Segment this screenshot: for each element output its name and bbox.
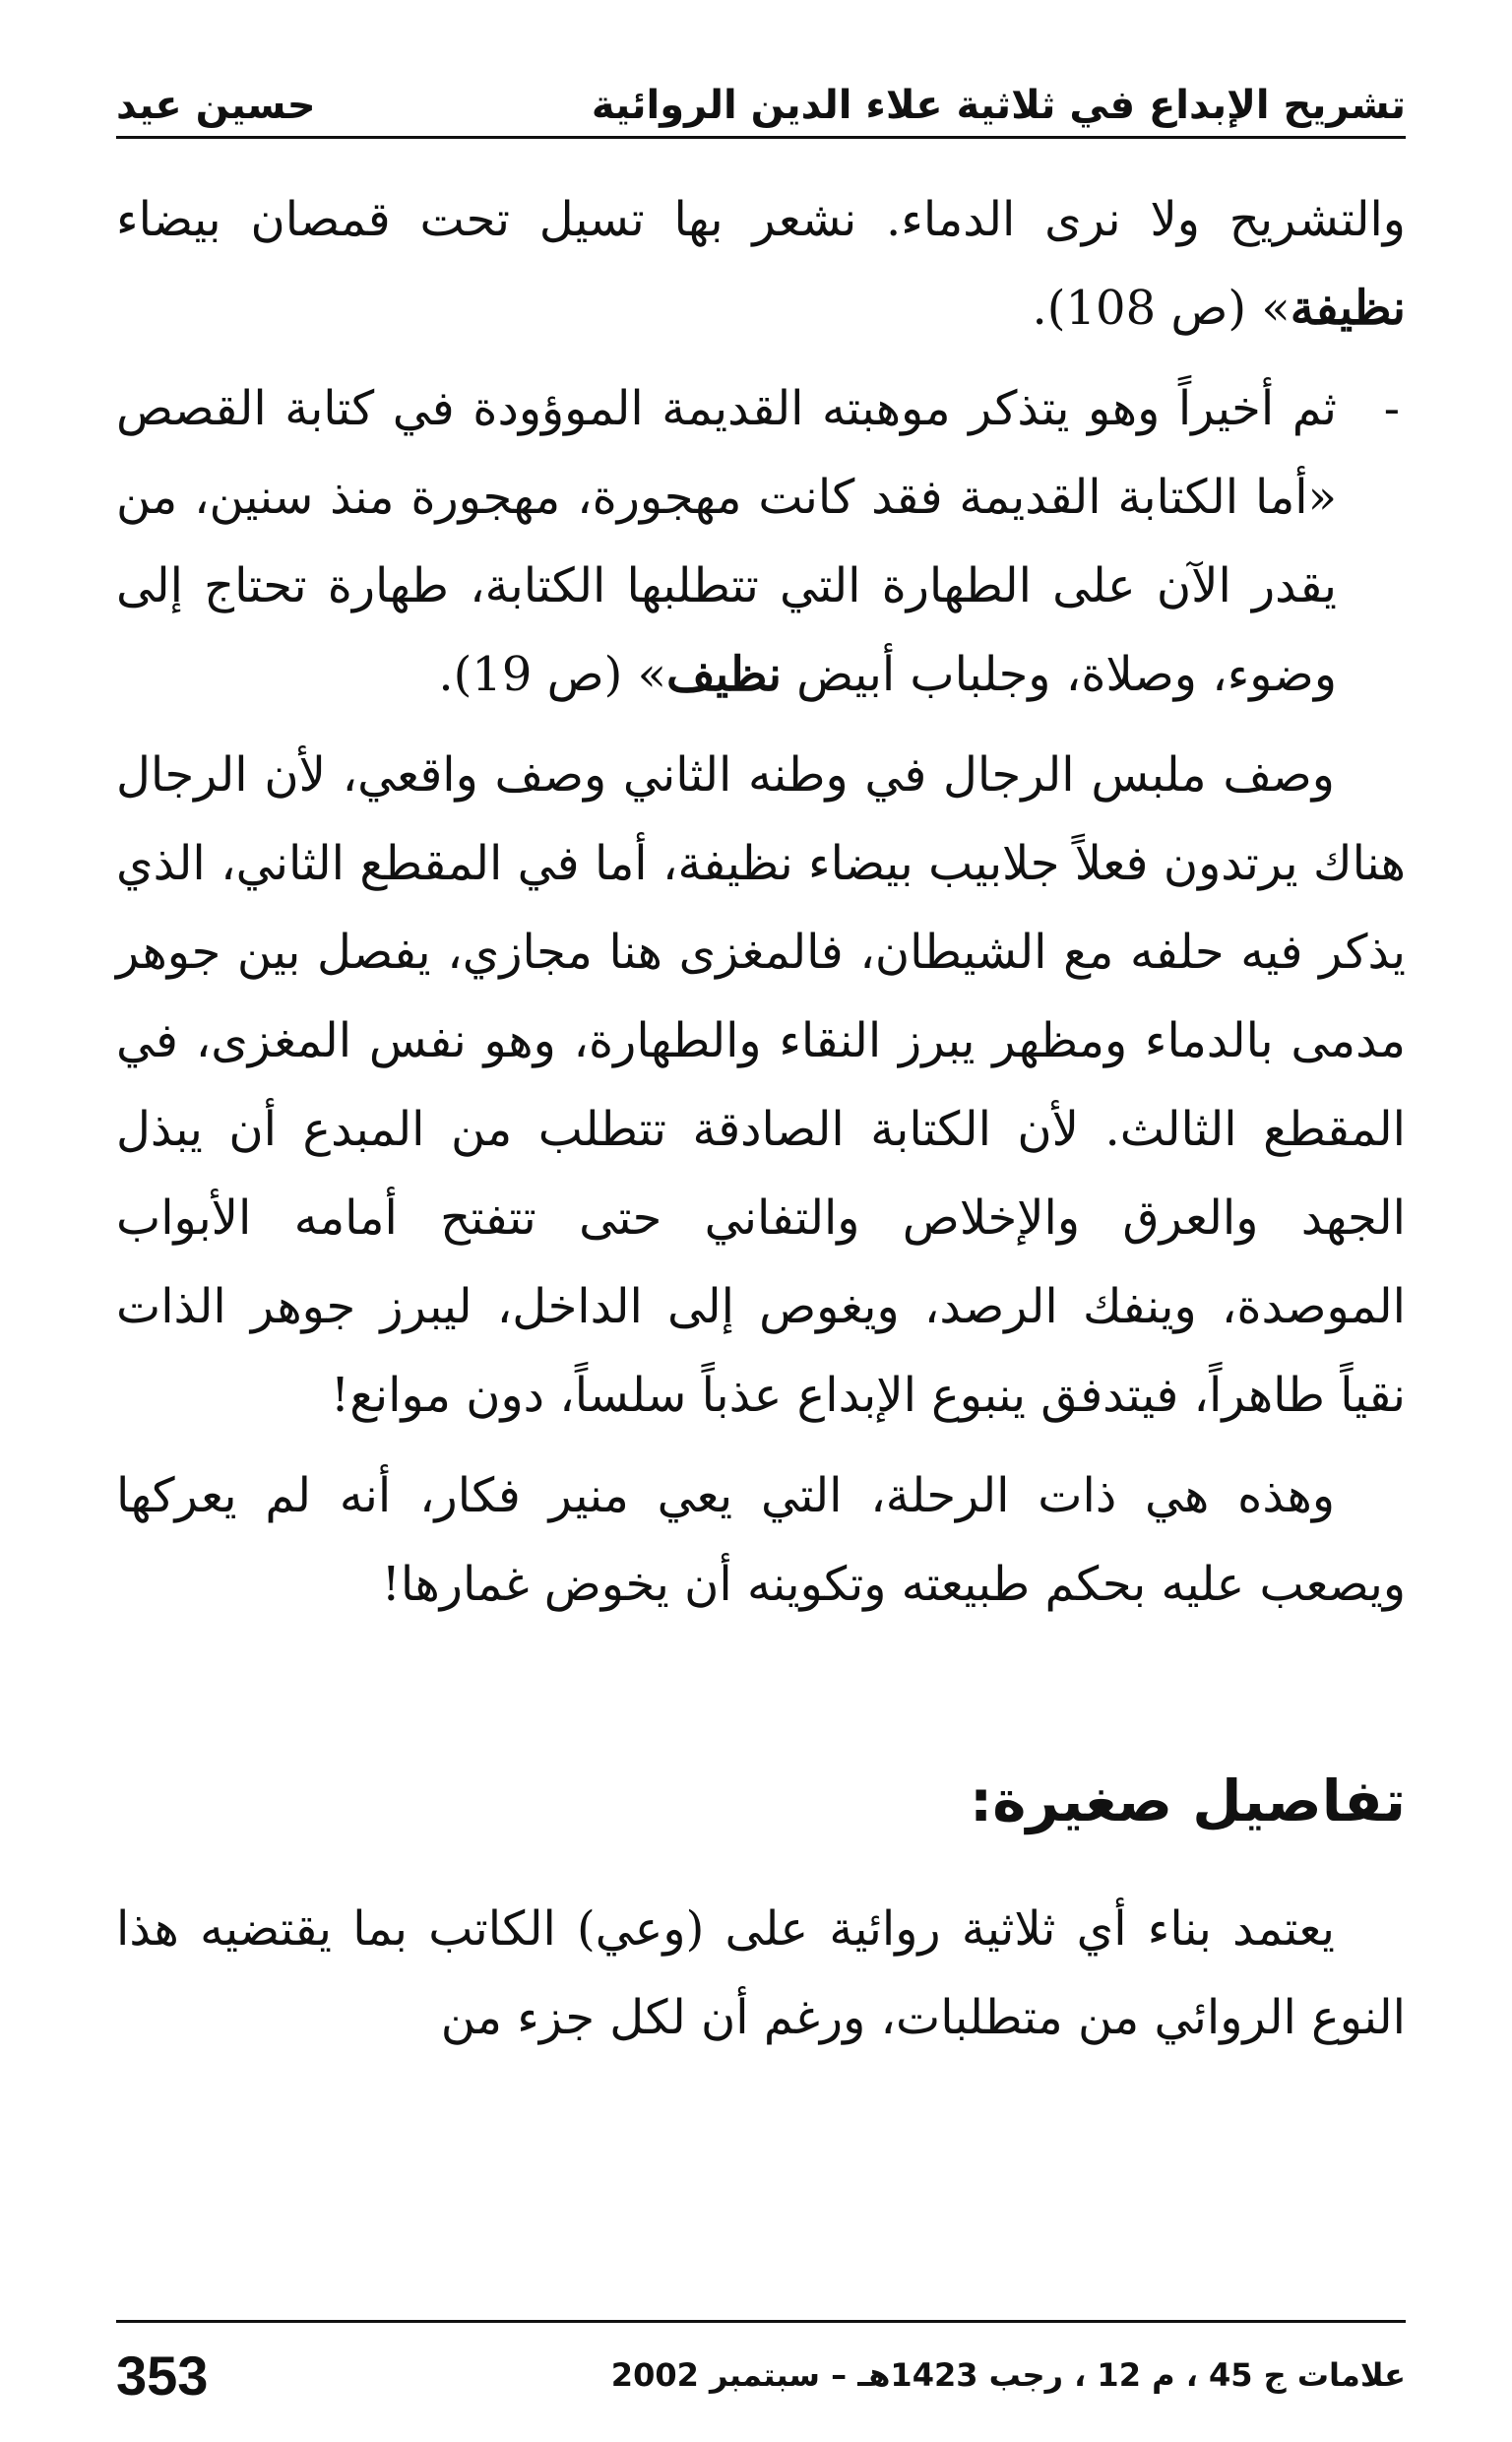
page-footer [116, 2336, 1406, 2414]
list-item-quote [116, 364, 1406, 719]
header-title: تشريح الإبداع في ثلاثية علاء الدين الروائية [591, 83, 1406, 128]
emphasis-text: نظيفة [1290, 281, 1406, 336]
running-header [116, 39, 1406, 139]
quote-text: » (ص 19). [438, 647, 667, 702]
paragraph: وصف ملبس الرجال في وطنه الثاني وصف واقعي، لأن الرجال هناك يرتدون فعلاً جلابيب بيضاء نظيفة، أما في المقطع الثاني، الذي يذكر فيه حلفه مع الشيطان، فالمغزى هنا مجازي، يفصل بين جوهر مدمى بالدماء ومظهر يبرز النقاء والطهارة، وهو نفس المغزى، في المقطع الثالث. لأن الكتابة الصادقة تتطلب من المبدع أن يبذل الجهد والعرق والإخلاص والتفاني حتى تتفتح أمامه الأبواب الموصدة، وينفك الرصد، ويغوص إلى الداخل، ليبرز جوهر الذات نقياً طاهراً، فيتدفق ينبوع الإبداع عذباً سلساً، دون موانع! [116, 747, 1407, 1423]
paragraph-text: بيضاء [116, 192, 221, 247]
header-author: حسين عيد [116, 83, 316, 128]
paragraph: وهذه هي ذات الرحلة، التي يعي منير فكار، أنه لم يعركها ويصعب عليه بحكم طبيعته وتكوينه أن يخوض غمارها! [116, 1468, 1406, 1612]
paragraph-text: والتشريح ولا نرى الدماء. نشعر بها تسيل تحت قمصان [250, 192, 1406, 247]
paragraph-text: » (ص 108). [1032, 281, 1291, 336]
page-number: 353 [116, 2344, 209, 2407]
paragraph-continuation [116, 175, 1406, 353]
quote-text: ثم أخيراً وهو يتذكر موهبته القديمة الموؤودة في كتابة القصص «أما الكتابة القديمة فقد كانت مهجورة، مهجورة منذ سنين، من يقدر الآن على الطهارة التي تتطلبها الكتابة، طهارة تحتاج إلى وضوء، وصلاة، وجلباب أبيض [116, 381, 1337, 702]
section-heading: تفاصيل صغيرة: [970, 1767, 1406, 1834]
paragraph: يعتمد بناء أي ثلاثية روائية على (وعي) الكاتب بما يقتضيه هذا النوع الروائي من متطلبات، ورغم أن لكل جزء من [116, 1901, 1406, 2045]
footer-divider [116, 2320, 1406, 2323]
list-dash: - [1383, 381, 1400, 436]
emphasis-text: نظيف [666, 647, 782, 702]
body-text [116, 175, 1406, 2074]
journal-citation: علامات ج 45 ، م 12 ، رجب 1423هـ – سبتمبر 2002 [610, 2356, 1406, 2394]
